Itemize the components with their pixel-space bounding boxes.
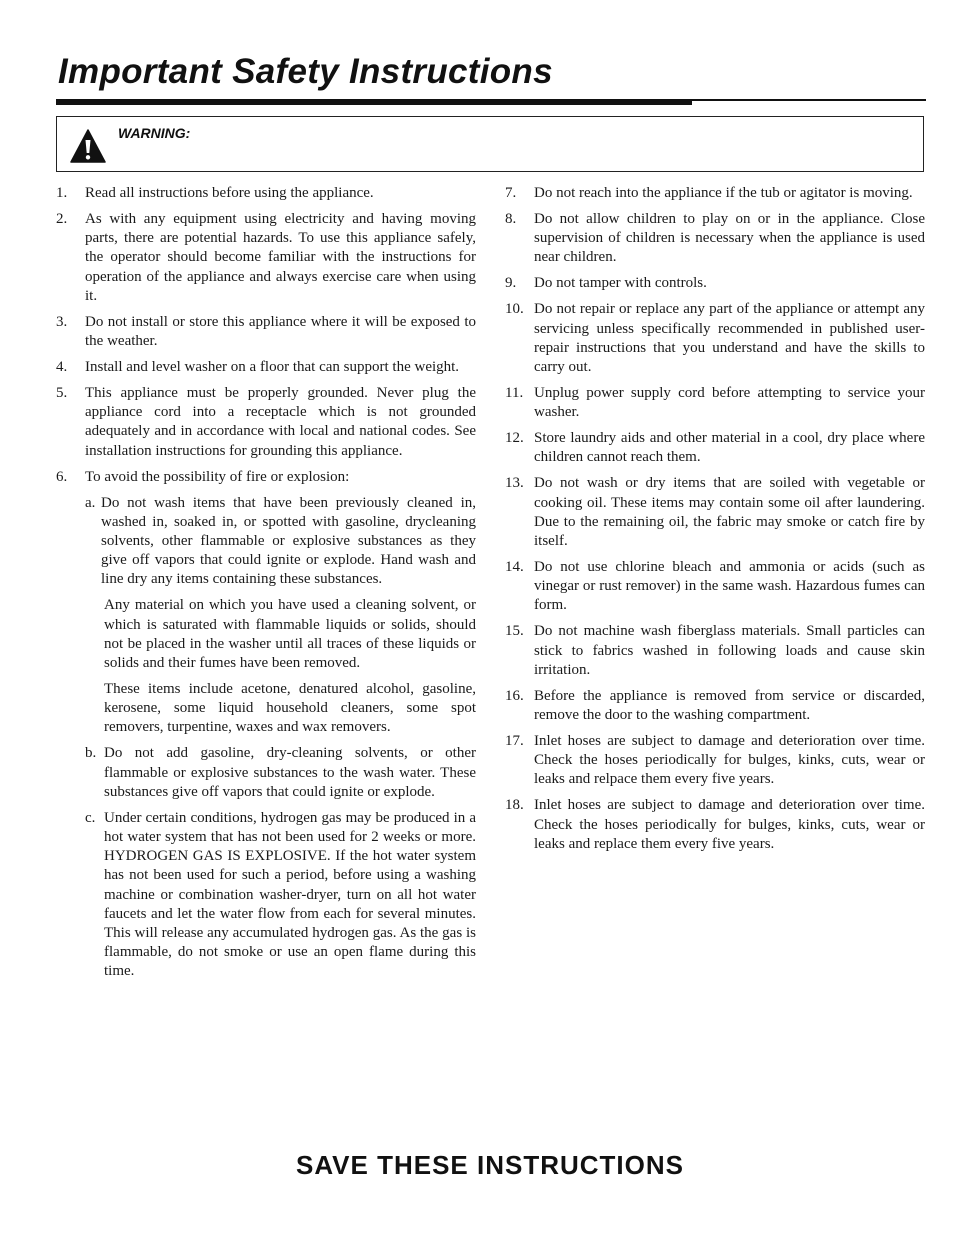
item-text: Do not install or store this appliance where it will be exposed to the weather. (85, 313, 476, 350)
item-text: Do not machine wash fiberglass materials. Small particles can stick to fabrics washed in following loads and cause skin irritation. (534, 623, 925, 678)
list-item (505, 474, 925, 551)
sub-item-letter: c. (85, 809, 96, 826)
item-number: 3. (56, 313, 68, 330)
list-item (56, 468, 476, 982)
list-item (505, 300, 925, 377)
item-text: To avoid the possibility of fire or explosion: (85, 468, 350, 485)
list-item (505, 184, 925, 203)
item-number: 11. (505, 385, 524, 402)
item-text: Do not repair or replace any part of the appliance or attempt any servicing unless specifically recommended in published user-repair instructions that you understand and have the skills to carry out. (534, 301, 925, 376)
item-text: Inlet hoses are subject to damage and deterioration over time. Check the hoses periodically for bulges, kinks, cuts, wear or leaks and replace them every five years. (534, 797, 925, 852)
title-rule-thin (692, 99, 926, 101)
save-instructions-heading: SAVE THESE INSTRUCTIONS (295, 1150, 684, 1180)
item-number: 17. (505, 733, 524, 750)
item-number: 15. (505, 623, 524, 640)
item-number: 9. (505, 275, 517, 292)
item-text: Do not wash or dry items that are soiled with vegetable or cooking oil. These items may contain some oil after laundering. Due to the remaining oil, the fabric may smoke or catch fire by itself. (534, 475, 925, 550)
sub-item-text: Do not add gasoline, dry-cleaning solvents, or other flammable or explosive substances to the wash water. These substances give off vapors that could ignite or explode. (104, 745, 476, 800)
item-text: Do not tamper with controls. (534, 275, 707, 292)
item-number: 16. (505, 687, 524, 704)
list-item (56, 184, 476, 203)
page-title: Important Safety Instructions (58, 52, 553, 91)
list-item (56, 384, 476, 461)
item-number: 4. (56, 359, 68, 376)
sub-item-letter: b. (85, 745, 97, 762)
right-column (505, 184, 925, 861)
list-item (505, 796, 925, 854)
item-text: Install and level washer on a floor that can support the weight. (85, 359, 460, 376)
item-number: 13. (505, 475, 524, 492)
list-item (505, 384, 925, 422)
item-number: 1. (56, 185, 68, 201)
list-item (505, 687, 925, 725)
sub-item-a-paragraph: These items include acetone, denatured alcohol, gasoline, kerosene, some liquid household cleaners, some spot removers, turpentine, waxes and wax removers. (104, 681, 476, 736)
list-item (505, 429, 925, 467)
item-text: Unplug power supply cord before attempting to service your washer. (534, 385, 925, 421)
item-number: 6. (56, 468, 68, 485)
sub-item-a (56, 494, 476, 590)
warning-box (56, 116, 924, 172)
item-number: 12. (505, 430, 524, 447)
list-item (56, 210, 476, 306)
sub-item-a-paragraph: Any material on which you have used a cleaning solvent, or which is saturated with flammable liquids or solids, should not be placed in the washer until all traces of these liquids or solids and their fumes have been removed. (104, 597, 476, 672)
item-text: Inlet hoses are subject to damage and deterioration over time. Check the hoses periodically for bulges, kinks, cuts, wear or leaks and relpace them every five years. (534, 733, 925, 788)
list-item (505, 622, 925, 680)
list-item (505, 210, 925, 268)
item-number: 10. (505, 301, 524, 318)
sub-item-c (56, 809, 476, 982)
left-column (56, 184, 476, 988)
list-item (56, 358, 476, 377)
list-item (505, 732, 925, 790)
item-text: Read all instructions before using the appliance. (85, 185, 374, 201)
list-item (505, 274, 925, 293)
item-number: 5. (56, 385, 68, 402)
item-text: Do not allow children to play on or in the appliance. Close supervision of children is necessary when the appliance is used near children. (534, 211, 925, 266)
item-number: 18. (505, 797, 524, 814)
sub-item-text: Do not wash items that have been previously cleaned in, washed in, soaked in, or spotted with gasoline, drycleaning solvents, other flammable or explosive substances as they give off vapors that could ignite or explode. Hand wash and line dry any items containing these substances. (101, 494, 476, 588)
item-number: 2. (56, 211, 68, 227)
list-item (505, 558, 925, 616)
item-number: 14. (505, 559, 524, 576)
item-number: 7. (505, 185, 517, 201)
title-rule-thick (56, 99, 692, 105)
item-text: As with any equipment using electricity and having moving parts, there are potential hazards. To use this appliance safely, the operator should become familiar with the instructions for operation of the appliance and always exercise care when using it. (85, 211, 476, 304)
item-text: This appliance must be properly grounded. Never plug the appliance cord into a receptacle which is not grounded adequately and in accordance with local and national codes. See installation instructions for grounding this appliance. (85, 385, 476, 459)
sub-item-b (56, 744, 476, 802)
sub-item-text: Under certain conditions, hydrogen gas may be produced in a hot water system that has not been used for 2 weeks or more. HYDROGEN GAS IS EXPLOSIVE. If the hot water system has not been used for such a period, before using a washing machine or combination washer-dryer, turn on all hot water faucets and let the water flow from each for several minutes. This will release any accumulated hydrogen gas. As the gas is flammable, do not smoke or use an open flame during this time. (104, 809, 476, 980)
item-number: 8. (505, 211, 517, 227)
list-item (56, 313, 476, 351)
warning-triangle-icon (70, 129, 106, 163)
item-text: Store laundry aids and other material in a cool, dry place where children cannot reach them. (534, 430, 925, 466)
sub-item-letter: a. (85, 494, 96, 511)
item-text: Do not use chlorine bleach and ammonia or acids (such as vinegar or rust remover) in the same wash. Hazardous fumes can form. (534, 559, 925, 614)
warning-label: WARNING: (118, 125, 191, 141)
item-text: Do not reach into the appliance if the tub or agitator is moving. (534, 185, 913, 201)
item-text: Before the appliance is removed from service or discarded, remove the door to the washing compartment. (534, 687, 925, 724)
